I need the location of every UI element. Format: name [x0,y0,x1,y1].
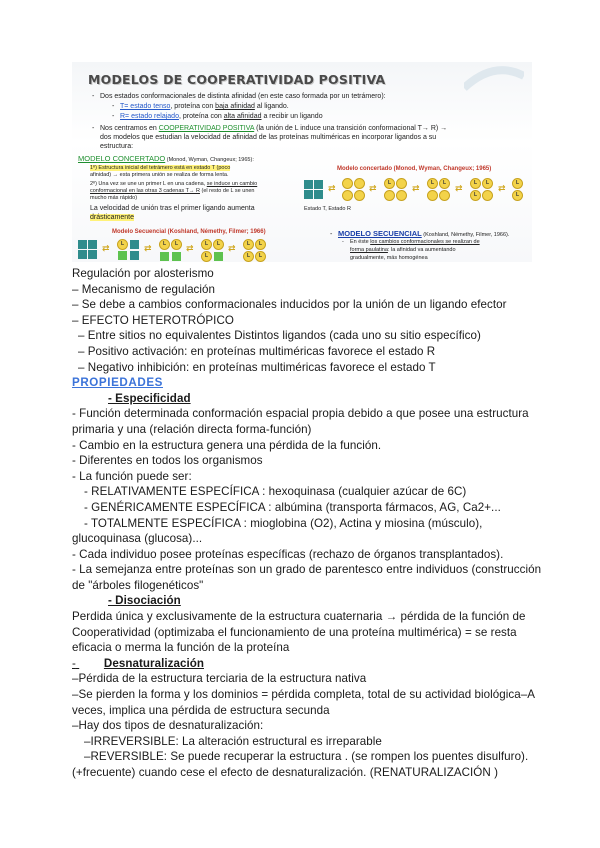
tetramer-r-subunit [342,190,353,201]
tetramer-subunit [130,240,139,249]
regulacion-heading: Regulación por alosterismo [72,267,214,280]
tetramer-subunit: L [201,239,212,250]
slide-image [72,62,532,262]
concertado-step-2b: conformacional en las otras 3 cadenas T→ R (el resto de L se unen [90,188,255,194]
note-line: – Mecanismo de regulación [72,282,216,296]
tetramer-subunit [130,251,139,260]
note-line: eficacia o merma la función de la proteína [72,641,290,655]
notes-body [72,266,542,781]
note-line: –REVERSIBLE: Se puede recuperar la estructura . (se rompen los puentes disulfuro). [84,750,529,764]
note-line: (+frecuente) cuando cese el efecto de desnaturalización. (RENATURALIZACIÓN ) [72,766,498,779]
tetramer-r-subunit [439,190,450,201]
concertado-step-2c: mucho más rápido) [90,195,138,201]
tetramer-r-subunit: L [482,178,493,189]
note-line: – Negativo inhibición: en proteínas multiméricas favorece el estado T [78,360,436,374]
reaction-arrow-icon: ⇄ [228,243,236,253]
tetramer-subunit [172,252,181,261]
tetramer-r-subunit: L [512,178,523,189]
tetramer-r-subunit [427,190,438,201]
note-line: - GENÉRICAMENTE ESPECÍFICA : albúmina (transporta fármacos, AG, Ca2+... [84,500,501,514]
note-line: - Cambio en la estructura genera una pérdida de la función. [72,438,382,452]
note-line: - Diferentes en todos los organismos [72,454,263,468]
tetramer-subunit [78,240,87,249]
tetramer-r-subunit: L [384,178,395,189]
reaction-arrow-icon: ⇄ [412,183,420,193]
secuencial-diagram-title: Modelo Secuencial (Koshland, Némethy, Filmer; 1966) [112,229,266,235]
tetramer-r-subunit [396,178,407,189]
tetramer-r-subunit [354,190,365,201]
note-line: – Positivo activación: en proteínas multiméricas favorece el estado R [78,344,436,358]
disociacion-heading: - Disociación [108,594,181,608]
tetramer-subunit: L [171,239,182,250]
tetramer-r-subunit [396,190,407,201]
tetramer-subunit: L [159,239,170,250]
slide-title: MODELOS DE COOPERATIVIDAD POSITIVA [88,72,386,87]
reaction-arrow-icon: ⇄ [455,183,463,193]
note-line: –Se pierden la forma y los dominios = pérdida completa, total de su actividad biológica–A [72,688,535,702]
note-line: –Hay dos tipos de desnaturalización: [72,719,264,733]
tetramer-r-subunit [384,190,395,201]
tetramer-subunit: L [255,251,266,262]
concertado-diagram-caption: Estado T, Estado R [304,206,351,212]
tetramer-subunit: L [243,251,254,262]
tetramer-subunit [160,252,169,261]
tetramer-subunit: L [213,239,224,250]
slide-bullet-2-line2: dos modelos que estudian la velocidad de afinidad de las proteínas multiméricas en incorporar ligandos a su [100,134,437,141]
concertado-step-1b: afinidad) → esta primera unión se realiza de forma lenta. [90,172,229,178]
concertado-step-2a: 2º) Una vez se une un primer L en una cadena, se induce un cambio [90,181,258,187]
tetramer-r-subunit: L [470,178,481,189]
tetramer-r-subunit [354,178,365,189]
tetramer-subunit [88,250,97,259]
concertado-heading: MODELO CONCERTADO (Monod, Wyman, Changeux; 1965): [78,154,254,163]
slide-r-state: - R= estado relajado, proteína con alta afinidad a recibir un ligando [112,113,323,120]
secuencial-heading: - MODELO SECUENCIAL (Koshland, Némethy, Filmer, 1966). [330,229,510,238]
concertado-step-3a: La velocidad de unión tras el primer ligando aumenta [90,205,255,212]
tetramer-t-subunit [314,180,323,189]
tetramer-t-subunit [304,190,313,199]
note-line: – Entre sitios no equivalentes Distintos ligandos (cada uno su sitio específico) [78,329,481,343]
note-line: veces, implica una pérdida de estructura secunda [72,703,330,717]
tetramer-subunit: L [243,239,254,250]
note-line: Perdida única y exclusivamente de la estructura cuaternaria → pérdida de la función de [72,610,526,624]
note-line: - La semejanza entre proteínas son un grado de parentesco entre individuos (construcción [72,563,542,577]
tetramer-subunit [78,250,87,259]
tetramer-t-subunit [304,180,313,189]
slide-bullet-1: - Dos estados conformacionales de distinta afinidad (en este caso formada por un tetrámero): [92,93,386,100]
reaction-arrow-icon: ⇄ [186,243,194,253]
reaction-arrow-icon: ⇄ [498,183,506,193]
equilibrium-arrow-icon: ⇄ [328,183,336,193]
reaction-arrow-icon: ⇄ [144,243,152,253]
reaction-arrow-icon: ⇄ [369,183,377,193]
decorative-swoosh-icon [464,66,524,92]
tetramer-subunit [118,251,127,260]
tetramer-subunit: L [117,239,128,250]
tetramer-subunit [214,252,223,261]
note-line: de "árboles filogenéticos" [72,578,204,592]
tetramer-r-subunit [342,178,353,189]
desnaturalizacion-heading: - Desnaturalización [72,656,204,670]
note-line: –Pérdida de la estructura terciaria de la estructura nativa [72,672,367,686]
propiedades-heading: PROPIEDADES [72,376,163,390]
tetramer-r-subunit: L [512,190,523,201]
tetramer-r-subunit [482,190,493,201]
tetramer-r-subunit: L [439,178,450,189]
note-line: - TOTALMENTE ESPECÍFICA : mioglobina (O2), Actina y miosina (músculo), [84,516,483,530]
note-line: –IRREVERSIBLE: La alteración estructural es irreparable [84,734,382,748]
note-line: primaria y una (relación directa forma-función) [72,422,312,436]
especificidad-heading: - Especificidad [108,391,191,405]
concertado-diagram-title: Modelo concertado (Monod, Wyman, Changeux; 1965) [337,166,492,172]
secuencial-text-1: - En éste los cambios conformacionales se realizan de [342,239,480,245]
slide-bullet-2: - Nos centramos en COOPERATIVIDAD POSITIVA (la unión de L induce una transición conformacional T→ R) → [92,125,448,132]
note-line: glucoquinasa (glucosa)... [72,532,203,546]
slide-bullet-2-line3: estructura: [100,143,134,150]
tetramer-r-subunit: L [470,190,481,201]
concertado-step-1a: 1º) Estructura inicial del tetrámero está en estado T (poco [90,165,231,171]
slide-t-state: - T= estado tenso, proteína con baja afinidad al ligando. [112,103,289,110]
note-line: - La función puede ser: [72,469,192,483]
note-line: – EFECTO HETEROTRÓPICO [72,313,234,327]
secuencial-text-2: forma paulatina: la afinidad va aumentando [350,247,456,253]
tetramer-subunit: L [255,239,266,250]
tetramer-t-subunit [314,190,323,199]
note-line: - RELATIVAMENTE ESPECÍFICA : hexoquinasa (cualquier azúcar de 6C) [84,485,467,499]
tetramer-subunit: L [201,251,212,262]
note-line: Cooperatividad (optimizaba el funcionamiento de una proteína multimérica) = se resta [72,625,517,639]
secuencial-text-3: gradualmente, más homogénea [350,255,428,261]
tetramer-subunit [88,240,97,249]
note-line: – Se debe a cambios conformacionales inducidos por la unión de un ligando efector [72,298,507,312]
reaction-arrow-icon: ⇄ [102,243,110,253]
note-line: - Función determinada conformación espacial propia debido a que posee una estructura [72,407,529,421]
tetramer-r-subunit: L [427,178,438,189]
concertado-step-3b: drásticamente [90,214,134,221]
note-line: - Cada individuo posee proteínas específicas (rechazo de órganos transplantados). [72,547,504,561]
